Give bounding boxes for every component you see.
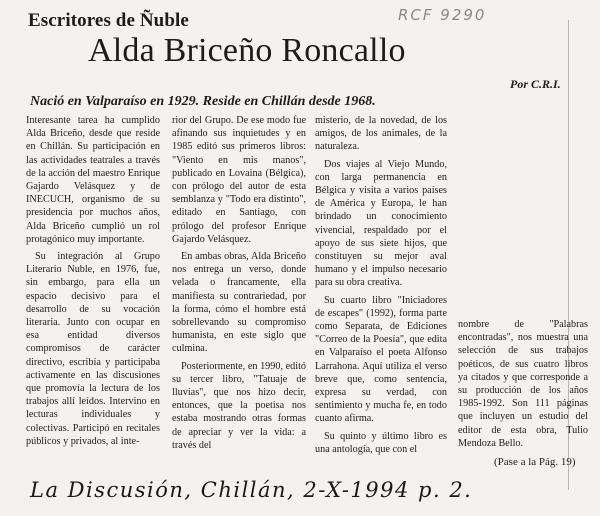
paragraph: Su quinto y último libro es una antología, que con el [315,430,447,455]
article-column-4 [458,318,588,454]
paragraph: En ambas obras, Alda Briceño nos entrega un verso, donde velada o francamente, ella manifiesta su contrariedad, por la forma, cómo el hombre está sobrellevando su compromiso humanista, en este siglo que culmina. [172,251,306,355]
article-column-3 [315,114,447,460]
continuation-note: (Pase a la Pág. 19) [494,456,576,468]
paragraph: Dos viajes al Viejo Mundo, con larga permanencia en Bélgica y visita a varios países de América y Europa, le han brindado un conocimiento vivencial, respaldado por el apoyo de sus siete hijos, que constituyen su mejor aval humano y el impulso necesario para su obra creativa. [315,158,447,289]
paragraph: Interesante tarea ha cumplido Alda Briceño, desde que reside en Chillán. Su participación en las actividades teatrales a través de la acción del maestro Enrique Gajardo Velásquez y de INECUCH, organismo de su presidencia por muchos años, Alda Briceño cumplió un rol protagónico muy importante. [26,115,160,245]
article-subhead: Nació en Valparaíso en 1929. Reside en Chillán desde 1968. [30,94,376,109]
paragraph: Su integración al Grupo Literario Nuble, en 1976, fue, sin embargo, para ella un espacio decisivo para el desarrollo de su vocación literaria. Junto con ocupar en esa entidad diversos compromisos de carácter directivo, escribía y participaba activamente en las discusiones que promovía la lectura de los trabajos allí leídos. Intervino en lecturas individuales y colectivas. Participó en recitales públicos y privados, al inte- [26,251,160,447]
handwritten-source-note: La Discusión, Chillán, 2-X-1994 p. 2. [30,478,473,502]
paragraph: nombre de "Palabras encontradas", nos muestra una selección de sus trabajos poéticos, de sus cuatro libros ya citados y que corresponde a su producción de los años 1985-1992. Son 111 páginas que incluyen un estudio del editor de esta obra, Tulio Mendoza Bello. [458,319,588,449]
paragraph: rior del Grupo. De ese modo fue afinando sus inquietudes y en 1985 editó sus primeros libros: "Viento en mis manos", publicado en Lovaina (Bélgica), con prólogo del autor de esta semblanza y "Todo era distinto", editado en Santiago, con prólogo del profesor Enrique Gajardo Velásquez. [172,115,306,245]
article-column-2 [172,114,306,456]
archive-stamp: RCF 9290 [398,6,487,24]
paragraph: Su cuarto libro "Iniciadores de escapes" (1992), forma parte como Separata, de Ediciones "Correo de la Poesía", que edita en Valparaíso el poeta Alfonso Larrahona. Aquí utiliza el verso breve que, como sentencia, expresa su verdad, con sentimiento y mucha fe, en todo cuanto afirma. [315,294,447,425]
paragraph: misterio, de la novedad, de los amigos, de los animales, de la naturaleza. [315,115,447,153]
section-label: Escritores de Ñuble [28,10,189,31]
article-title: Alda Briceño Roncallo [88,32,406,69]
article-column-1 [26,114,160,452]
paragraph: Posteriormente, en 1990, editó su tercer libro, "Tatuaje de lluvias", que nos hizo decir, entonces, que la poetisa nos estaba mostrando otras formas de apreciar y ver la vida: a través del [172,360,306,451]
byline: Por C.R.I. [510,77,561,91]
